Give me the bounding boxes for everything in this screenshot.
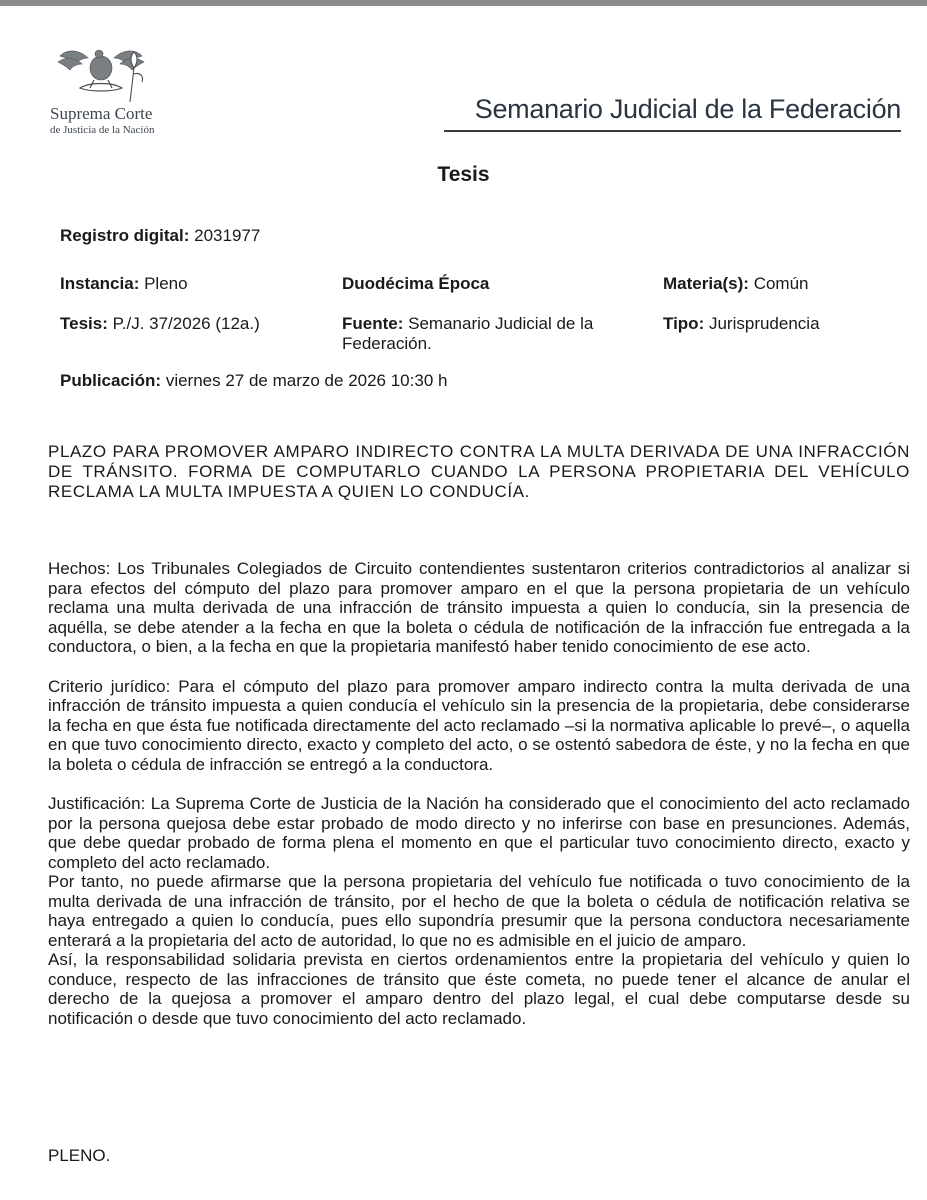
institution-name: Suprema Corte — [50, 104, 153, 123]
registro-value: 2031977 — [194, 226, 261, 245]
header-divider — [444, 130, 901, 132]
top-border-bar — [0, 0, 927, 6]
thesis-title: PLAZO PARA PROMOVER AMPARO INDIRECTO CONTRA LA MULTA DERIVADA DE UNA INFRACCIÓN DE TRÁNSITO. FORMA DE COMPUTARLO CUANDO LA PERSONA PROPIETARIA DEL VEHÍCULO RECLAMA LA MULTA IMPUESTA A QUIEN LO CONDUCÍA. — [48, 442, 910, 501]
tesis-label: Tesis: — [60, 314, 108, 333]
instancia-label: Instancia: — [60, 274, 140, 293]
paragraph-justificacion-3: Así, la responsabilidad solidaria prevista en ciertos ordenamientos entre la propietaria del vehículo y quien lo conduce, respecto de las infracciones de tránsito que éste cometa, no puede tener el alcance de anular el derecho de la quejosa a promover el amparo dentro del plazo legal, el cual debe computarse desde su notificación o desde que tuvo conocimiento del acto reclamado. — [48, 950, 910, 1028]
materia-label: Materia(s): — [663, 274, 749, 293]
publicacion-value: viernes 27 de marzo de 2026 10:30 h — [165, 371, 448, 390]
publicacion — [60, 371, 447, 391]
fuente-label: Fuente: — [342, 314, 404, 333]
tipo-value: Jurisprudencia — [708, 314, 820, 333]
materia-value: Común — [753, 274, 809, 293]
paragraph-hechos: Hechos: Los Tribunales Colegiados de Circuito contendientes sustentaron criterios contradictorios al analizar si para efectos del cómputo del plazo para promover amparo en el que la persona propietaria de un vehículo reclama una multa derivada de una infracción de tránsito impuesta a quien lo conducía, sin la presencia de aquélla, se debe atender a la fecha en que la boleta o cédula de notificación de la infracción fue entregada a la conductora, o bien, a la fecha en que la propietaria manifestó haber tenido conocimiento de ese acto. — [48, 559, 910, 656]
document-type-heading: Tesis — [437, 163, 490, 186]
fuente-value: Semanario Judicial de la Federación. — [342, 314, 594, 353]
publicacion-label: Publicación: — [60, 371, 162, 390]
epoca — [342, 274, 489, 294]
paragraph-justificacion-2: Por tanto, no puede afirmarse que la persona propietaria del vehículo fue notificada o tuvo conocimiento de la multa derivada de una infracción de tránsito, por el hecho de que la boleta o cédula de notificación relativa se haya entregado a quien lo conducía, pues ello supondría presumir que la persona conductora necesariamente enterará a la propietaria del acto de autoridad, lo que no es admisible en el juicio de amparo. — [48, 872, 910, 950]
paragraph-criterio: Criterio jurídico: Para el cómputo del plazo para promover amparo indirecto contra la multa derivada de una infracción de tránsito impuesta a quien conducía el vehículo sin la presencia de la propietaria, debe considerarse la fecha en que ésta fue notificada directamente del acto reclamado –si la normativa aplicable lo prevé–, o aquella en que tuvo conocimiento directo, exacto y completo del acto, o se ostentó sabedora de éste, y no la fecha en que la boleta o cédula de infracción se entregó a la conductora. — [48, 676, 910, 774]
registro-label: Registro digital: — [60, 226, 190, 245]
instancia-value: Pleno — [144, 274, 188, 293]
instancia — [60, 274, 188, 294]
tipo-label: Tipo: — [663, 314, 705, 333]
thesis-body — [48, 559, 910, 1028]
paragraph-justificacion: Justificación: La Suprema Corte de Justicia de la Nación ha considerado que el conocimiento del acto reclamado por la persona quejosa debe estar probado de modo directo y no inferirse con base en presunciones. Además, que debe quedar probado de forma plena el momento en que el particular tuvo conocimiento directo, exacto y completo del acto reclamado. — [48, 794, 910, 872]
registro-digital — [60, 226, 260, 246]
fuente — [342, 314, 642, 354]
materia — [663, 274, 809, 294]
epoca-label: Duodécima Época — [342, 274, 490, 293]
scjn-logo — [44, 44, 174, 134]
tesis-value: P./J. 37/2026 (12a.) — [112, 314, 260, 333]
tipo — [663, 314, 820, 334]
eagle-emblem-icon — [50, 44, 150, 102]
signature-pleno: PLENO. — [48, 1146, 111, 1165]
tesis-number — [60, 314, 260, 334]
publication-title: Semanario Judicial de la Federación — [474, 94, 901, 124]
institution-subtitle: de Justicia de la Nación — [50, 124, 155, 136]
